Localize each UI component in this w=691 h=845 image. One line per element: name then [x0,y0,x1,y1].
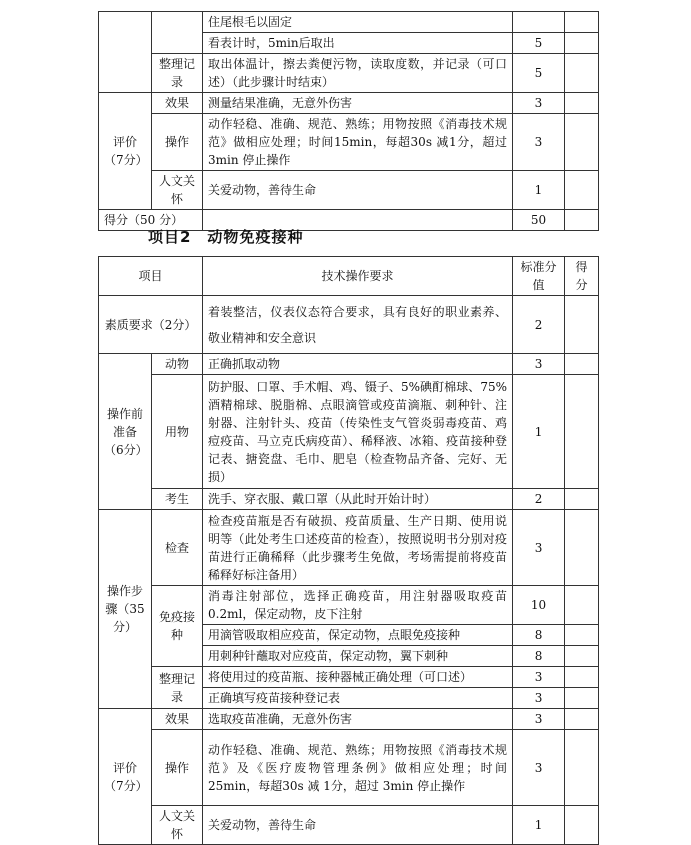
requirement-text: 取出体温计，擦去粪便污物，读取度数，并记录（可口述）（此步骤计时结束） [203,54,513,93]
score-cell [565,730,599,806]
standard-score: 8 [513,646,565,667]
score-cell [565,33,599,54]
standard-score: 1 [513,806,565,845]
standard-score: 2 [513,296,565,354]
requirement-text: 洗手、穿衣服、戴口罩（从此时开始计时） [203,489,513,510]
header-item: 项目 [99,257,203,296]
standard-score: 3 [513,730,565,806]
total-label: 得分（50 分） [99,210,203,231]
total-score: 50 [513,210,565,231]
score-cell [565,54,599,93]
supplies-label: 用物 [152,375,203,489]
standard-score [513,12,565,33]
header-standard-score: 标准分值 [513,257,565,296]
standard-score: 3 [513,93,565,114]
evaluation-label: 评价（7分） [99,93,152,210]
requirement-text: 用滴管吸取相应疫苗，保定动物，点眼免疫接种 [203,625,513,646]
evaluation-label: 评价（7分） [99,709,152,845]
scoring-table-project-1 [98,11,599,231]
requirement-text: 用刺种针蘸取对应疫苗，保定动物，翼下刺种 [203,646,513,667]
score-cell [565,586,599,625]
header-requirement: 技术操作要求 [203,257,513,296]
score-cell [565,667,599,688]
score-cell [565,510,599,586]
effect-label: 效果 [152,709,203,730]
requirement-text: 消毒注射部位，选择正确疫苗，用注射器吸取疫苗0.2ml，保定动物，皮下注射 [203,586,513,625]
animal-label: 动物 [152,354,203,375]
section-heading: 项目2 动物免疫接种 [148,228,304,246]
standard-score: 3 [513,709,565,730]
standard-score: 3 [513,354,565,375]
blank-subsection-cell [152,12,203,54]
requirement-text: 关爱动物，善待生命 [203,171,513,210]
requirement-text: 住尾根毛以固定 [203,12,513,33]
score-cell [565,354,599,375]
score-cell [565,171,599,210]
requirement-text: 看表计时，5min后取出 [203,33,513,54]
score-cell [565,12,599,33]
standard-score: 1 [513,171,565,210]
header-score: 得分 [565,257,599,296]
score-cell [565,646,599,667]
effect-label: 效果 [152,93,203,114]
requirement-text: 动作轻稳、准确、规范、熟练；用物按照《消毒技术规范》及《医疗废物管理条例》做相应处理；时间25min，每超30s 减 1分，超过 3min 停止操作 [203,730,513,806]
requirement-text: 选取疫苗准确，无意外伤害 [203,709,513,730]
quality-label: 素质要求（2分） [99,296,203,354]
standard-score: 8 [513,625,565,646]
requirement-text: 着装整洁，仪表仪态符合要求，具有良好的职业素养、敬业精神和安全意识 [203,296,513,354]
operation-label: 操作 [152,730,203,806]
standard-score: 1 [513,375,565,489]
blank-section-cell [99,12,152,93]
score-cell [565,296,599,354]
operation-label: 操作 [152,114,203,171]
check-label: 检查 [152,510,203,586]
steps-label: 操作步骤（35分） [99,510,152,709]
requirement-text: 动作轻稳、准确、规范、熟练；用物按照《消毒技术规范》做相应处理；时间15min，每超30s 减1分，超过 3min 停止操作 [203,114,513,171]
standard-score: 5 [513,33,565,54]
candidate-label: 考生 [152,489,203,510]
score-cell [565,93,599,114]
record-label: 整理记录 [152,667,203,709]
score-cell [565,375,599,489]
score-cell [565,489,599,510]
standard-score: 3 [513,667,565,688]
requirement-text: 测量结果准确，无意外伤害 [203,93,513,114]
preparation-label: 操作前准备（6分） [99,354,152,510]
standard-score: 5 [513,54,565,93]
requirement-text: 将使用过的疫苗瓶、接种器械正确处理（可口述） [203,667,513,688]
standard-score: 3 [513,114,565,171]
humanistic-care-label: 人文关怀 [152,171,203,210]
humanistic-care-label: 人文关怀 [152,806,203,845]
requirement-text: 正确抓取动物 [203,354,513,375]
standard-score: 2 [513,489,565,510]
requirement-text: 正确填写疫苗接种登记表 [203,688,513,709]
standard-score: 3 [513,510,565,586]
scoring-table-project-2 [98,256,599,845]
requirement-text: 防护服、口罩、手术帽、鸡、镊子、5%碘酊棉球、75%酒精棉球、脱脂棉、点眼滴管或疫苗滴瓶、刺种针、注射器、注射针头、疫苗（传染性支气管炎弱毒疫苗、鸡痘疫苗、马立克氏病疫苗）、稀释液、冰箱、疫苗接种登记表、搪瓷盘、毛巾、肥皂（检查物品齐备、完好、无损） [203,375,513,489]
immunization-label: 免疫接种 [152,586,203,667]
score-cell [565,806,599,845]
requirement-text: 关爱动物，善待生命 [203,806,513,845]
requirement-text: 检查疫苗瓶是否有破损、疫苗质量、生产日期、使用说明等（此处考生口述疫苗的检查），按照说明书分别对疫苗进行正确稀释（此步骤考生免做，考场需提前将疫苗稀释好标注备用） [203,510,513,586]
score-cell [565,114,599,171]
score-cell [565,210,599,231]
standard-score: 10 [513,586,565,625]
score-cell [565,625,599,646]
record-label: 整理记录 [152,54,203,93]
score-cell [565,688,599,709]
standard-score: 3 [513,688,565,709]
score-cell [565,709,599,730]
